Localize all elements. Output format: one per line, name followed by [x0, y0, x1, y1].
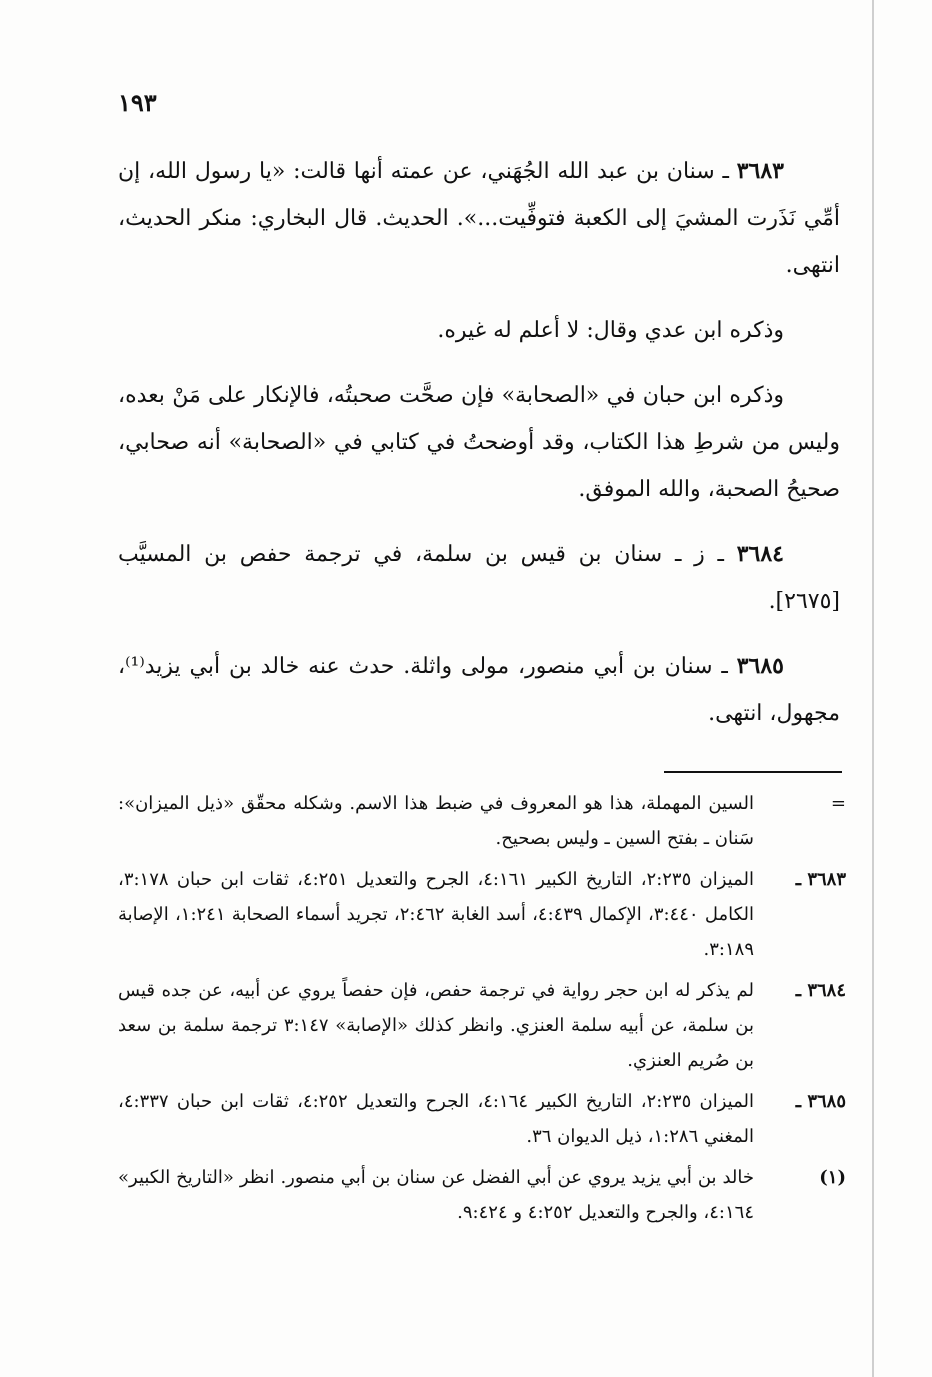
footnote-text: الميزان ٢:٢٣٥، التاريخ الكبير ٤:١٦٤، الجرح والتعديل ٤:٢٥٢، ثقات ابن حبان ٤:٣٣٧، المغني ١:٢٨٦، ذيل الديوان ٣٦. — [118, 1091, 755, 1147]
footnote-continuation — [118, 786, 846, 856]
footnote-marker: = — [830, 793, 846, 814]
entry-text: ـ سنان بن أبي منصور، مولى واثلة. حدث عنه خالد بن أبي يزيد⁽¹⁾، مجهول، انتهى. — [118, 654, 840, 726]
footnote-marker: ٣٦٨٤ ـ — [795, 980, 846, 1001]
page-number: ١٩٣ — [118, 88, 157, 117]
page-edge-line — [872, 0, 874, 1377]
footnote-text: السين المهملة، هذا هو المعروف في ضبط هذا الاسم. وشكله محقّق «ذيل الميزان»: سَنان ـ بفتح السين ـ وليس بصحيح. — [118, 793, 754, 849]
footnote-3683 — [118, 862, 846, 967]
entry-number: ٣٦٨٤ — [736, 541, 784, 567]
footnote-marker: ٣٦٨٣ ـ — [795, 869, 846, 890]
footnote-separator — [664, 771, 842, 773]
entry-text: ـ سنان بن عبد الله الجُهَني، عن عمته أنها قالت: «يا رسول الله، إن أمِّي نَذَرت المشيَ إلى الكعبة فتوفِّيت...». الحديث. قال البخاري: منكر الحديث، انتهى. — [118, 159, 840, 278]
entry-3683 — [118, 148, 840, 289]
footnote-text: لم يذكر له ابن حجر رواية في ترجمة حفص، فإن حفصاً يروي عن أبيه، عن جده قيس بن سلمة، عن أبيه سلمة العنزي. وانظر كذلك «الإصابة» ٣:١٤٧ ترجمة سلمة بن سعد بن صُريم العنزي. — [118, 980, 754, 1071]
entry-text: ـ ز ـ سنان بن قيس بن سلمة، في ترجمة حفص بن المسيَّب [٢٦٧٥]. — [118, 542, 840, 614]
entry-number: ٣٦٨٥ — [736, 653, 784, 679]
entry-number: ٣٦٨٣ — [736, 158, 784, 184]
footnote-text: خالد بن أبي يزيد يروي عن أبي الفضل عن سنان بن أبي منصور. انظر «التاريخ الكبير» ٤:١٦٤، والجرح والتعديل ٤:٢٥٢ و ٩:٤٢٤. — [118, 1167, 754, 1223]
main-text — [118, 148, 840, 755]
footnote-3685 — [118, 1084, 846, 1154]
footnote-marker: (١) — [819, 1167, 846, 1188]
footnote-1 — [118, 1160, 846, 1230]
entry-3685 — [118, 643, 840, 737]
entry-3684 — [118, 531, 840, 625]
entry-3683-ibn-adi — [118, 307, 840, 354]
entry-3683-ibn-hibban — [118, 372, 840, 513]
entry-text: وذكره ابن حبان في «الصحابة» فإن صحَّت صحبتُه، فالإنكار على مَنْ بعده، وليس من شرطِ هذا الكتاب، وقد أوضحتُ في كتابي في «الصحابة» أنه صحابي، صحيحُ الصحبة، والله الموفق. — [118, 383, 840, 502]
footnotes — [118, 786, 846, 1236]
footnote-text: الميزان ٢:٢٣٥، التاريخ الكبير ٤:١٦١، الجرح والتعديل ٤:٢٥١، ثقات ابن حبان ٣:١٧٨، الكامل ٣:٤٤٠، الإكمال ٤:٤٣٩، أسد الغابة ٢:٤٦٢، تجريد أسماء الصحابة ١:٢٤١، الإصابة ٣:١٨٩. — [118, 869, 755, 960]
footnote-marker: ٣٦٨٥ ـ — [795, 1091, 846, 1112]
entry-text: وذكره ابن عدي وقال: لا أعلم له غيره. — [437, 318, 784, 343]
footnote-3684 — [118, 973, 846, 1078]
